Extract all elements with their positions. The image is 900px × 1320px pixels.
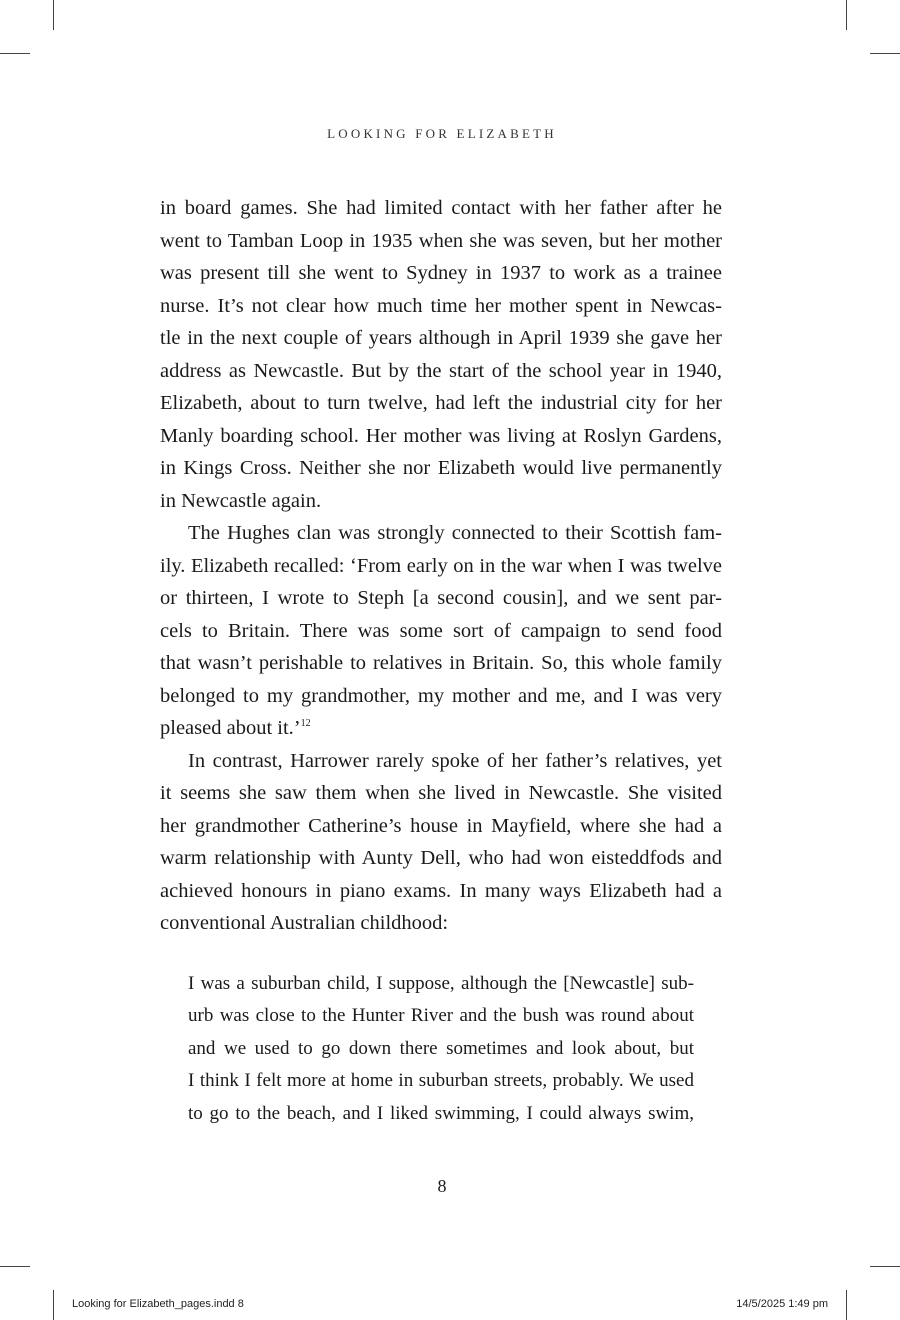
paragraph (160, 517, 722, 745)
crop-mark (53, 1290, 54, 1320)
text-line: In contrast, Harrower rarely spoke of her father’s relatives, yet (188, 749, 722, 772)
text-line: to go to the beach, and I liked swimming, I could always swim, (188, 1102, 694, 1124)
text-line: that wasn’t perishable to relatives in Britain. So, this whole family (160, 652, 722, 674)
text-line: and we used to go down there sometimes and look about, but (188, 1037, 694, 1059)
text-line: went to Tamban Loop in 1935 when she was seven, but her mother (160, 229, 722, 252)
crop-mark (846, 1290, 847, 1320)
text-line: in board games. She had limited contact with her father after he (160, 197, 722, 219)
paragraph (160, 192, 722, 517)
text-line: ily. Elizabeth recalled: ‘From early on in the war when I was twelve (160, 554, 722, 577)
text-line: or thirteen, I wrote to Steph [a second cousin], and we sent par- (160, 587, 722, 609)
text-line: The Hughes clan was strongly connected to their Scottish fam- (188, 522, 722, 544)
text-line: achieved honours in piano exams. In many ways Elizabeth had a (160, 879, 722, 902)
slug-timestamp: 14/5/2025 1:49 pm (736, 1298, 828, 1310)
body-text (160, 192, 722, 1130)
text-line (160, 712, 722, 745)
text-fragment: pleased about it.’ (160, 717, 301, 739)
crop-mark (0, 53, 30, 54)
spacer (160, 940, 722, 968)
text-line: it seems she saw them when she lived in Newcastle. She visited (160, 782, 722, 804)
text-line: Elizabeth, about to turn twelve, had left the industrial city for her (160, 392, 722, 414)
paragraph (160, 745, 722, 940)
crop-mark (870, 53, 900, 54)
text-line: I was a suburban child, I suppose, although the [Newcastle] sub- (188, 972, 694, 994)
crop-mark (0, 1266, 30, 1267)
text-line: in Kings Cross. Neither she nor Elizabeth would live permanently (160, 457, 722, 479)
text-line: I think I felt more at home in suburban streets, probably. We used (188, 1070, 694, 1091)
text-line: belonged to my grandmother, my mother and me, and I was very (160, 684, 722, 707)
running-head: LOOKING FOR ELIZABETH (327, 126, 557, 141)
text-line: was present till she went to Sydney in 1937 to work as a trainee (160, 262, 722, 284)
footnote-reference[interactable]: 12 (300, 718, 311, 730)
text-line: in Newcastle again. (160, 489, 322, 512)
crop-mark (870, 1266, 900, 1267)
text-line: urb was close to the Hunter River and the bush was round about (188, 1005, 694, 1026)
block-quote (160, 968, 694, 1131)
text-line: warm relationship with Aunty Dell, who had won eisteddfods and (160, 847, 722, 869)
text-line: her grandmother Catherine’s house in Mayfield, where she had a (160, 814, 722, 837)
text-line: conventional Australian childhood: (160, 912, 449, 934)
text-line: Manly boarding school. Her mother was living at Roslyn Gardens, (160, 424, 722, 447)
crop-mark (846, 0, 847, 30)
page-number: 8 (437, 1176, 447, 1196)
text-line: cels to Britain. There was some sort of campaign to send food (160, 619, 722, 642)
text-line: tle in the next couple of years although in April 1939 she gave her (160, 327, 722, 349)
crop-mark (53, 0, 54, 30)
slug-filename: Looking for Elizabeth_pages.indd 8 (72, 1298, 244, 1310)
text-line: address as Newcastle. But by the start of the school year in 1940, (160, 359, 722, 382)
text-line: nurse. It’s not clear how much time her mother spent in Newcas- (160, 294, 722, 317)
